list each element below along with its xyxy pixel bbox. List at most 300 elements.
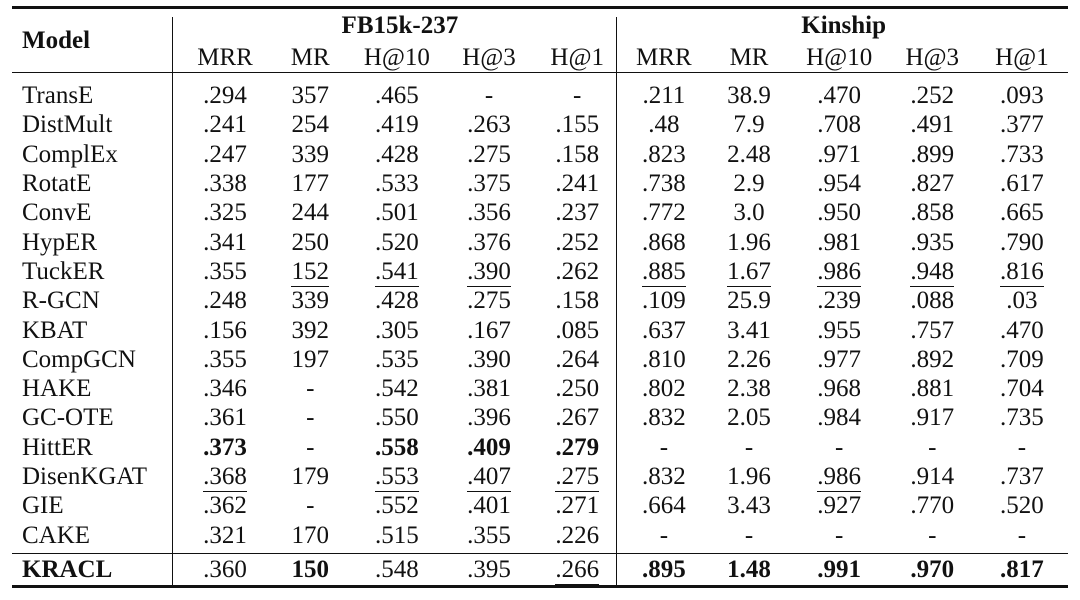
- fb15k-mr-cell: [270, 230, 351, 255]
- cell-value: .158: [555, 287, 600, 315]
- fb15k-h3-cell: [443, 376, 535, 401]
- fb15k-h3-cell: [443, 493, 535, 518]
- cell-value: .275: [555, 463, 600, 490]
- cell-value: .279: [555, 433, 600, 461]
- kinship-h10-cell: [790, 142, 889, 167]
- kinship-h3-cell: [889, 230, 976, 255]
- cell-value: .248: [203, 287, 247, 315]
- kinship-mr-cell: [708, 347, 789, 372]
- model-name: CompGCN: [22, 345, 136, 373]
- cell-value: .396: [467, 404, 511, 432]
- table-row: [12, 140, 1068, 169]
- kinship-h1-cell: [976, 288, 1068, 313]
- kinship-mr-cell: [708, 112, 789, 137]
- fb15k-h1-cell: [535, 557, 619, 582]
- fb15k-h10-cell: [351, 464, 443, 489]
- cell-value: 392: [291, 316, 329, 344]
- kinship-h1-cell: [976, 171, 1068, 196]
- kinship-h1-cell: [976, 259, 1068, 284]
- fb15k-mrr-cell: [180, 318, 269, 343]
- cell-value: .239: [817, 287, 862, 315]
- cell-value: .552: [375, 492, 419, 520]
- fb15k-h3-cell: [443, 435, 535, 460]
- cell-value: .375: [467, 170, 511, 198]
- cell-value: .548: [375, 555, 419, 583]
- kinship-mr-cell: [708, 288, 789, 313]
- cell-value: .553: [375, 463, 419, 490]
- fb15k-h10-cell: [351, 259, 443, 284]
- cell-value: .252: [555, 228, 600, 256]
- cell-value: 38.9: [727, 82, 771, 110]
- cell-value: .338: [203, 170, 247, 198]
- cell-value: .262: [555, 257, 600, 285]
- cell-value: 2.05: [727, 404, 771, 432]
- kinship-h10-cell: [790, 435, 889, 460]
- kinship-h10-cell: [790, 288, 889, 313]
- cell-value: .950: [817, 199, 862, 227]
- fb15k-h10-cell: [351, 288, 443, 313]
- table-row: [12, 198, 1068, 227]
- kinship-h1-cell: [976, 318, 1068, 343]
- cell-value: .816: [1000, 257, 1044, 285]
- fb15k-h3-cell: [443, 200, 535, 225]
- cell-value: .158: [555, 140, 600, 168]
- col-header-k-h1: H@1: [995, 43, 1049, 71]
- cell-value: -: [1017, 521, 1027, 549]
- cell-value: .617: [1000, 170, 1044, 198]
- cell-value: .360: [203, 555, 247, 583]
- fb15k-mr-cell: [270, 347, 351, 372]
- cell-value: .470: [1000, 316, 1044, 344]
- kinship-h10-cell: [790, 376, 889, 401]
- kinship-h1-cell: [976, 200, 1068, 225]
- cell-value: .737: [1000, 463, 1044, 490]
- cell-value: -: [835, 521, 844, 549]
- cell-value: 170: [291, 521, 329, 549]
- cell-value: .790: [1000, 228, 1044, 256]
- fb15k-mr-cell: [270, 318, 351, 343]
- fb15k-mrr-cell: [180, 230, 269, 255]
- fb15k-mr-cell: [270, 557, 351, 582]
- fb15k-mrr-cell: [180, 405, 269, 430]
- cell-value: .271: [555, 492, 600, 520]
- fb15k-h1-cell: [535, 318, 619, 343]
- cell-value: 2.9: [733, 170, 765, 198]
- cell-value: .637: [641, 316, 686, 344]
- cell-value: .109: [641, 287, 686, 315]
- cell-value: 2.38: [727, 375, 771, 403]
- cell-value: .390: [467, 257, 511, 285]
- kinship-h3-cell: [889, 259, 976, 284]
- cell-value: .558: [375, 433, 419, 461]
- fb15k-mrr-cell: [180, 557, 269, 582]
- kinship-h1-cell: [976, 557, 1068, 582]
- fb15k-h10-cell: [351, 435, 443, 460]
- cell-value: .085: [555, 316, 600, 344]
- final-row-kracl: [12, 554, 1068, 585]
- cell-value: .520: [375, 228, 419, 256]
- kinship-h1-cell: [976, 523, 1068, 548]
- cell-value: .738: [641, 170, 686, 198]
- fb15k-h3-cell: [443, 171, 535, 196]
- vertical-rule-middle: [616, 17, 617, 588]
- fb15k-h1-cell: [535, 347, 619, 372]
- cell-value: .817: [1000, 555, 1044, 583]
- cell-value: .535: [375, 345, 419, 373]
- kinship-h1-cell: [976, 347, 1068, 372]
- cell-value: .390: [467, 345, 511, 373]
- fb15k-h1-cell: [535, 142, 619, 167]
- kinship-mr-cell: [708, 200, 789, 225]
- model-name: GC-OTE: [22, 404, 114, 432]
- cell-value: .263: [467, 111, 511, 139]
- cell-value: -: [659, 433, 669, 461]
- cell-value: .321: [203, 521, 247, 549]
- cell-value: .832: [641, 404, 686, 432]
- col-header-k-mrr: MRR: [636, 43, 692, 71]
- kinship-h3-cell: [889, 493, 976, 518]
- kinship-mr-cell: [708, 376, 789, 401]
- kinship-mr-cell: [708, 435, 789, 460]
- cell-value: .899: [910, 140, 955, 168]
- cell-value: 3.41: [727, 316, 771, 344]
- kinship-h3-cell: [889, 112, 976, 137]
- fb15k-h3-cell: [443, 464, 535, 489]
- fb15k-h10-cell: [351, 405, 443, 430]
- fb15k-h10-cell: [351, 230, 443, 255]
- cell-value: .917: [910, 404, 955, 432]
- cell-value: 339: [291, 287, 329, 315]
- kinship-mr-cell: [708, 523, 789, 548]
- fb15k-h10-cell: [351, 83, 443, 108]
- fb15k-h1-cell: [535, 112, 619, 137]
- cell-value: .772: [641, 199, 686, 227]
- fb15k-h1-cell: [535, 523, 619, 548]
- kinship-h10-cell: [790, 557, 889, 582]
- kinship-h3-cell: [889, 347, 976, 372]
- cell-value: .48: [648, 111, 680, 139]
- col-header-k-mr: MR: [729, 43, 769, 71]
- table-row: [12, 491, 1068, 520]
- fb15k-h1-cell: [535, 464, 619, 489]
- cell-value: .501: [375, 199, 419, 227]
- fb15k-h1-cell: [535, 230, 619, 255]
- kinship-mr-cell: [708, 493, 789, 518]
- fb15k-h10-cell: [351, 493, 443, 518]
- kinship-mrr-cell: [619, 464, 708, 489]
- cell-value: .237: [555, 199, 600, 227]
- cell-value: 150: [291, 555, 329, 583]
- cell-value: .088: [910, 287, 955, 315]
- kinship-h3-cell: [889, 557, 976, 582]
- model-name: ComplEx: [22, 140, 118, 168]
- cell-value: .419: [375, 111, 419, 139]
- fb15k-mrr-cell: [180, 200, 269, 225]
- fb15k-h1-cell: [535, 493, 619, 518]
- fb15k-h10-cell: [351, 112, 443, 137]
- model-column-header: Model: [22, 27, 91, 54]
- table-row: [12, 374, 1068, 403]
- kinship-h1-cell: [976, 405, 1068, 430]
- cell-value: .733: [1000, 140, 1044, 168]
- kinship-h3-cell: [889, 405, 976, 430]
- table-row: [12, 462, 1068, 491]
- cell-value: 244: [291, 199, 329, 227]
- fb15k-h10-cell: [351, 376, 443, 401]
- cell-value: .971: [817, 140, 862, 168]
- table-body: [12, 81, 1068, 550]
- cell-value: .984: [817, 404, 862, 432]
- kinship-h1-cell: [976, 435, 1068, 460]
- fb15k-h3-cell: [443, 142, 535, 167]
- cell-value: .550: [375, 404, 419, 432]
- cell-value: .986: [817, 463, 862, 490]
- cell-value: -: [928, 521, 937, 549]
- kinship-mrr-cell: [619, 230, 708, 255]
- kinship-mrr-cell: [619, 435, 708, 460]
- fb15k-h10-cell: [351, 523, 443, 548]
- cell-value: 250: [291, 228, 329, 256]
- cell-value: .986: [817, 257, 862, 285]
- kinship-h10-cell: [790, 318, 889, 343]
- fb15k-mr-cell: [270, 83, 351, 108]
- cell-value: .341: [203, 228, 247, 256]
- cell-value: .968: [817, 375, 862, 403]
- cell-value: .247: [203, 140, 247, 168]
- cell-value: .355: [467, 521, 511, 549]
- table-row: [12, 433, 1068, 462]
- cell-value: 1.48: [727, 555, 771, 583]
- fb15k-h10-cell: [351, 318, 443, 343]
- col-header-k-h3: H@3: [905, 43, 960, 71]
- cell-value: .914: [910, 463, 955, 490]
- fb15k-h10-cell: [351, 200, 443, 225]
- kinship-h10-cell: [790, 347, 889, 372]
- metric-header-row: [12, 42, 1068, 72]
- fb15k-mrr-cell: [180, 435, 269, 460]
- kinship-mrr-cell: [619, 200, 708, 225]
- cell-value: .515: [375, 521, 419, 549]
- kinship-mrr-cell: [619, 288, 708, 313]
- model-name: RotatE: [22, 170, 92, 198]
- vertical-rule-left: [172, 17, 173, 588]
- cell-value: -: [306, 404, 315, 432]
- model-name: TuckER: [22, 257, 105, 285]
- cell-value: .156: [203, 316, 247, 344]
- cell-value: .373: [203, 433, 247, 461]
- cell-value: .991: [817, 555, 862, 583]
- fb15k-h1-cell: [535, 435, 619, 460]
- fb15k-mrr-cell: [180, 288, 269, 313]
- fb15k-h3-cell: [443, 557, 535, 582]
- cell-value: -: [484, 82, 494, 110]
- fb15k-mrr-cell: [180, 171, 269, 196]
- cell-value: .541: [375, 257, 419, 285]
- cell-value: .409: [467, 433, 511, 461]
- fb15k-h3-cell: [443, 405, 535, 430]
- table-row: [12, 110, 1068, 139]
- fb15k-h10-cell: [351, 347, 443, 372]
- cell-value: .241: [203, 111, 247, 139]
- cell-value: 7.9: [733, 111, 765, 139]
- model-name: CAKE: [22, 521, 91, 549]
- kinship-h1-cell: [976, 376, 1068, 401]
- table-row: [12, 520, 1068, 549]
- fb15k-mr-cell: [270, 523, 351, 548]
- fb15k-h3-cell: [443, 230, 535, 255]
- cell-value: .355: [203, 257, 247, 285]
- cell-value: -: [306, 492, 315, 520]
- cell-value: 3.0: [733, 199, 765, 227]
- kinship-mr-cell: [708, 142, 789, 167]
- kinship-h1-cell: [976, 493, 1068, 518]
- cell-value: .294: [203, 82, 247, 110]
- fb15k-h1-cell: [535, 200, 619, 225]
- kinship-h10-cell: [790, 523, 889, 548]
- cell-value: .823: [641, 140, 686, 168]
- fb15k-h1-cell: [535, 288, 619, 313]
- cell-value: .770: [910, 492, 955, 520]
- fb15k-mr-cell: [270, 288, 351, 313]
- cell-value: .395: [467, 555, 511, 583]
- fb15k-h10-cell: [351, 171, 443, 196]
- kinship-h10-cell: [790, 493, 889, 518]
- fb15k-mr-cell: [270, 405, 351, 430]
- kinship-mr-cell: [708, 230, 789, 255]
- fb15k-h10-cell: [351, 142, 443, 167]
- cell-value: 2.48: [727, 140, 771, 168]
- cell-value: .832: [641, 463, 686, 490]
- kinship-h1-cell: [976, 142, 1068, 167]
- cell-value: .885: [641, 257, 686, 285]
- model-name: DisenKGAT: [22, 463, 147, 490]
- kinship-mrr-cell: [619, 376, 708, 401]
- cell-value: .356: [467, 199, 511, 227]
- cell-value: .954: [817, 170, 862, 198]
- cell-value: 1.96: [727, 463, 771, 490]
- model-name: KBAT: [22, 316, 88, 344]
- fb15k-mrr-cell: [180, 523, 269, 548]
- kinship-h10-cell: [790, 171, 889, 196]
- cell-value: .708: [817, 111, 862, 139]
- table-row: [12, 403, 1068, 432]
- fb15k-h1-cell: [535, 171, 619, 196]
- kinship-h3-cell: [889, 376, 976, 401]
- cell-value: .428: [375, 287, 419, 315]
- cell-value: -: [835, 433, 844, 461]
- fb15k-mrr-cell: [180, 142, 269, 167]
- cell-value: .381: [467, 375, 511, 403]
- cell-value: .542: [375, 375, 419, 403]
- cell-value: .346: [203, 375, 247, 403]
- cell-value: 339: [291, 140, 329, 168]
- cell-value: .970: [910, 555, 955, 583]
- final-row-container: [12, 554, 1068, 585]
- cell-value: .868: [641, 228, 686, 256]
- cell-value: .827: [910, 170, 955, 198]
- cell-value: .757: [910, 316, 955, 344]
- fb15k-mrr-cell: [180, 464, 269, 489]
- fb15k-mrr-cell: [180, 376, 269, 401]
- kinship-mrr-cell: [619, 557, 708, 582]
- fb15k-mrr-cell: [180, 259, 269, 284]
- kinship-h10-cell: [790, 200, 889, 225]
- cell-value: -: [306, 433, 315, 461]
- cell-value: .955: [817, 316, 862, 344]
- kinship-mrr-cell: [619, 83, 708, 108]
- fb15k-mr-cell: [270, 376, 351, 401]
- cell-value: .465: [375, 82, 419, 110]
- table-row: [12, 286, 1068, 315]
- col-header-k-h10: H@10: [806, 43, 873, 71]
- fb15k-h3-cell: [443, 347, 535, 372]
- table-row: [12, 315, 1068, 344]
- results-table: [12, 6, 1068, 588]
- cell-value: .03: [1006, 287, 1038, 315]
- col-header-fb-h3: H@3: [462, 43, 516, 71]
- fb15k-mr-cell: [270, 259, 351, 284]
- kinship-mrr-cell: [619, 142, 708, 167]
- kinship-h3-cell: [889, 83, 976, 108]
- cell-value: .226: [555, 521, 600, 549]
- group-title-fb15k: FB15k-237: [341, 12, 459, 39]
- model-name: HypER: [22, 228, 97, 256]
- fb15k-mrr-cell: [180, 347, 269, 372]
- kinship-h1-cell: [976, 112, 1068, 137]
- cell-value: -: [1017, 433, 1027, 461]
- model-name: KRACL: [22, 555, 113, 583]
- cell-value: .401: [467, 492, 511, 520]
- kinship-h10-cell: [790, 405, 889, 430]
- fb15k-h10-cell: [351, 557, 443, 582]
- fb15k-mrr-cell: [180, 112, 269, 137]
- table-row: [12, 81, 1068, 110]
- cell-value: .093: [1000, 82, 1044, 110]
- kinship-mrr-cell: [619, 259, 708, 284]
- cell-value: .407: [467, 463, 511, 490]
- cell-value: 1.96: [727, 228, 771, 256]
- cell-value: .325: [203, 199, 247, 227]
- model-name: GIE: [22, 492, 64, 520]
- kinship-mr-cell: [708, 171, 789, 196]
- cell-value: .895: [641, 555, 686, 583]
- cell-value: .267: [555, 404, 600, 432]
- group-header-row: [12, 9, 1068, 54]
- fb15k-mr-cell: [270, 435, 351, 460]
- cell-value: .735: [1000, 404, 1044, 432]
- fb15k-mr-cell: [270, 171, 351, 196]
- kinship-h1-cell: [976, 230, 1068, 255]
- kinship-h10-cell: [790, 230, 889, 255]
- table-row: [12, 345, 1068, 374]
- bottom-rule: [12, 585, 1068, 588]
- table-row: [12, 257, 1068, 286]
- cell-value: 254: [291, 111, 329, 139]
- cell-value: 152: [291, 257, 329, 285]
- cell-value: .533: [375, 170, 419, 198]
- cell-value: -: [306, 375, 315, 403]
- fb15k-h3-cell: [443, 318, 535, 343]
- kinship-h3-cell: [889, 435, 976, 460]
- cell-value: .266: [555, 555, 600, 583]
- cell-value: 1.67: [727, 257, 771, 285]
- fb15k-h3-cell: [443, 112, 535, 137]
- kinship-mrr-cell: [619, 493, 708, 518]
- kinship-mr-cell: [708, 405, 789, 430]
- fb15k-mr-cell: [270, 142, 351, 167]
- cell-value: .376: [467, 228, 511, 256]
- fb15k-h1-cell: [535, 376, 619, 401]
